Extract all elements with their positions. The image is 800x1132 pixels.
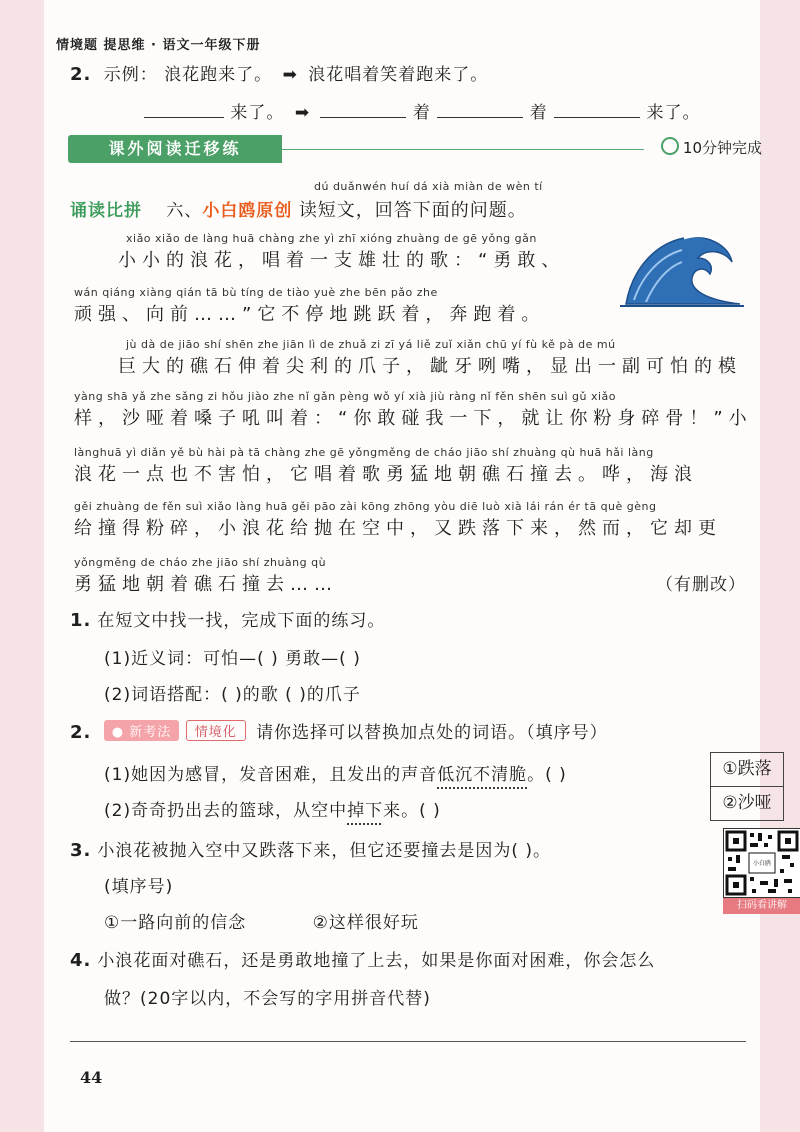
passage-pinyin-6: gěi zhuàng de fěn suì xiǎo làng huā gěi pāo zài kōng zhōng yòu diē luò xià lái rán ér tā què gèng [74,500,657,513]
q2-sub2-dotted: 掉下 [347,801,384,821]
workbook-page [44,0,787,1132]
example-label: 示例： [103,65,158,85]
q1-sub2: (2)词语搭配：( )的歌 ( )的爪子 [104,685,361,705]
q3-number: 3. [70,840,92,861]
qr-center-text: 小白鸥 [752,860,771,867]
q1-text: 在短文中找一找，完成下面的练习。 [97,611,386,631]
q2-blank-line [144,98,701,123]
q2-number: 2. [70,722,92,743]
q2-sub2-a: (2)奇奇扔出去的篮球，从空中 [104,801,348,821]
passage-pinyin-7: yǒngměng de cháo zhe jiāo shí zhuàng qù [74,556,327,569]
q2-sub1-dotted: 低沉不清脆 [437,765,528,785]
q4-text2: 做？(20字以内，不会写的字用拼音代替) [104,989,431,1009]
q4-number: 4. [70,950,92,971]
q1-number: 1. [70,610,92,631]
example-before: 浪花跑来了。 [164,65,273,85]
qr-code[interactable] [723,828,800,914]
passage-line-7: 勇猛地朝着礁石撞去…… [74,574,338,595]
reading-title [70,196,527,222]
q2-option-2: ②沙哑 [711,786,783,820]
q2 [70,718,608,743]
source-note: （有删改） [656,575,746,595]
q4-text: 小浪花面对礁石，还是勇敢地撞了上去，如果是你面对困难，你会怎么 [97,951,656,971]
qr-caption: 扫码看讲解 [723,898,800,914]
q1 [70,606,385,631]
q2-example-line [70,60,488,85]
reading-title-text: 读短文，回答下面的问题。 [298,200,527,221]
wave-illustration [620,224,744,308]
q2-sub2 [104,796,441,821]
page-number: 44 [80,1068,103,1087]
q2-sub1-b: 。( ) [527,765,567,785]
q3-option-1: ①一路向前的信念 [104,913,247,933]
blank-mid-2: 着 [529,103,548,123]
q1-sub1: (1)近义词：可怕—( ) 勇敢—( ) [104,649,361,669]
passage-line-3: 巨大的礁石伸着尖利的爪子，龇牙咧嘴，显出一副可怕的模 [118,356,742,377]
original-tag: 小白鸥原创 [202,201,293,221]
q3-text2: (填序号) [104,877,174,897]
q3 [70,836,551,861]
blank-tail: 来了。 [646,103,701,123]
q2-sub2-b: 来。( ) [383,801,441,821]
q2-option-1: ①跌落 [722,759,772,779]
reading-num: 六、 [166,201,203,221]
new-method-badge: ● 新考法 [104,720,180,741]
passage-pinyin-1: xiǎo xiǎo de làng huā chàng zhe yì zhī xióng zhuàng de gē yǒng gǎn [126,232,537,245]
passage-pinyin-4: yàng shā yǎ zhe sǎng zi hǒu jiào zhe nǐ gǎn pèng wǒ yí xià jiù ràng nǐ fěn shēn suì gǔ xiǎo [74,390,617,403]
q4 [70,946,655,971]
q2-sub1-a: (1)她因为感冒，发音困难，且发出的声音 [104,765,438,785]
header-title: 情境题 提思维 · 语文一年级下册 [56,38,261,53]
q2-text: 请你选择可以替换加点处的词语。（填序号） [256,723,608,743]
q3-option-2: ②这样很好玩 [312,913,419,933]
passage-line-2: 顽强、向前……”它不停地跳跃着，奔跑着。 [74,304,546,325]
arrow-icon: ➡ [294,103,311,123]
badge-new-text: 新考法 [129,725,172,740]
passage-pinyin-3: jù dà de jiāo shí shēn zhe jiān lì de zhuǎ zi zī yá liě zuǐ xiǎn chū yí fù kě pà de mú [126,338,616,351]
example-after: 浪花唱着笑着跑来了。 [308,65,489,85]
time-badge [661,137,762,158]
blank-mid-1: 着 [412,103,431,123]
passage-line-4: 样，沙哑着嗓子吼叫着：“你敢碰我一下，就让你粉身碎骨！”小 [74,408,753,429]
blank-4[interactable] [554,101,640,118]
passage-pinyin-5: lànghuā yì diǎn yě bù hài pà tā chàng zhe gē yǒngměng de cháo jiāo shí zhuàng qù huā hǎi làng [74,446,654,459]
passage-line-5: 浪花一点也不害怕，它唱着歌勇猛地朝礁石撞去。哗，海浪 [74,464,698,485]
title-pinyin: dú duǎnwén huí dá xià miàn de wèn tí [314,180,543,193]
time-text: 10分钟完成 [682,139,762,157]
blank-3[interactable] [437,101,523,118]
clock-icon [661,137,679,155]
answer-line[interactable] [70,1041,746,1042]
q3-text: 小浪花被抛入空中又跌落下来，但它还要撞去是因为( )。 [97,841,552,861]
passage-line-1: 小小的浪花，唱着一支雄壮的歌：“勇敢、 [118,250,566,271]
qr-pattern [723,828,800,898]
passage-pinyin-2: wán qiáng xiàng qián tā bù tíng de tiào yuè zhe bēn pǎo zhe [74,286,438,299]
reading-label: 诵读比拼 [70,201,142,221]
section-rule [282,149,644,150]
q3-options [104,908,419,933]
situational-badge: 情境化 [186,720,246,741]
blank-2[interactable] [320,101,406,118]
section-title: 课外阅读迁移练 [68,135,282,163]
q2-top-number: 2. [70,64,92,85]
q2-sub1 [104,760,567,785]
blank-1[interactable] [144,101,224,118]
blank-1-tail: 来了。 [230,103,285,123]
section-bar [68,135,764,163]
q2-options-box [710,752,784,821]
passage-line-6: 给撞得粉碎，小浪花给抛在空中，又跌落下来，然而，它却更 [74,518,722,539]
arrow-icon: ➡ [282,65,298,85]
